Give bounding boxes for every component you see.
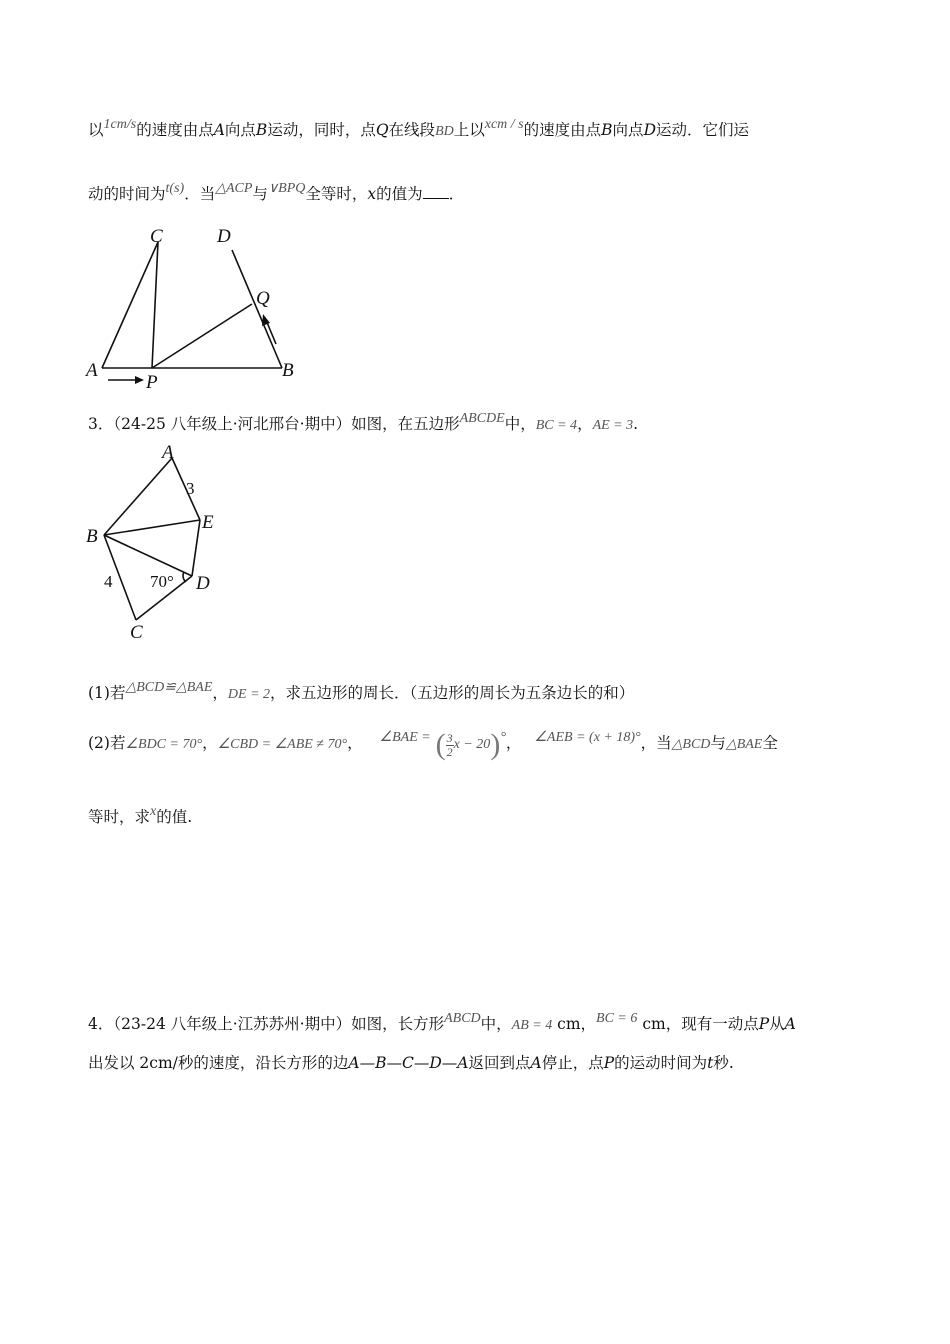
label-B: B — [86, 526, 98, 547]
question3-part2-cont: 等时，求x的值. — [88, 804, 193, 826]
question4-line2: 出发以 2cm/秒的速度，沿长方形的边A—B—C—D—A返回到点A停止，点P的运动时间为t秒. — [88, 1054, 734, 1072]
label-E: E — [202, 512, 214, 533]
label-A: A — [162, 442, 174, 463]
label-BC-4: 4 — [104, 572, 113, 591]
question3-header: 3．（24-25 八年级上·河北邢台·期中）如图，在五边形ABCDE中，BC = 4，AE = 3. — [88, 411, 639, 433]
label-P: P — [146, 372, 158, 392]
speed-2: xcm / s — [484, 117, 524, 132]
question4-line1: 4．（23-24 八年级上·江苏苏州·期中）如图，长方形ABCD中，AB = 4 cm，BC = 6 cm，现有一动点P从A — [88, 1011, 796, 1033]
label-D: D — [217, 226, 231, 247]
question3-part2: (2)若∠BDC = 70°，∠CBD = ∠ABE ≠ 70°， ∠BAE = ( $\frac{3}{2}$ x − 20)°， ∠AEB = (x + 18)°，当△BCD与△BAE全 — [88, 728, 778, 761]
label-Q: Q — [256, 288, 270, 309]
label-D: D — [196, 573, 210, 594]
bae-expression: ( $\frac{3}{2}$ x − 20)° — [435, 728, 506, 761]
question3-part1: (1)若△BCD≌△BAE，DE = 2，求五边形的周长．（五边形的周长为五条边长的和） — [88, 680, 635, 702]
label-A: A — [86, 360, 98, 381]
figure-acp-bpq — [80, 222, 310, 392]
label-angle-70: 70° — [150, 572, 174, 591]
speed-1: 1cm/s — [103, 117, 137, 132]
figure-pentagon — [82, 440, 232, 645]
label-B: B — [282, 360, 294, 381]
problem2-line1: 以1cm/s的速度由点A向点B运动，同时，点Q在线段BD上以xcm / s的速度由点B向点D运动．它们运 — [88, 117, 750, 139]
label-C: C — [130, 622, 143, 643]
label-AE-3: 3 — [186, 479, 195, 498]
problem2-line2: 动的时间为t(s)．当△ACP与∨BPQ全等时，x的值为 ． — [88, 181, 465, 203]
label-C: C — [150, 226, 163, 247]
answer-blank — [423, 186, 449, 199]
